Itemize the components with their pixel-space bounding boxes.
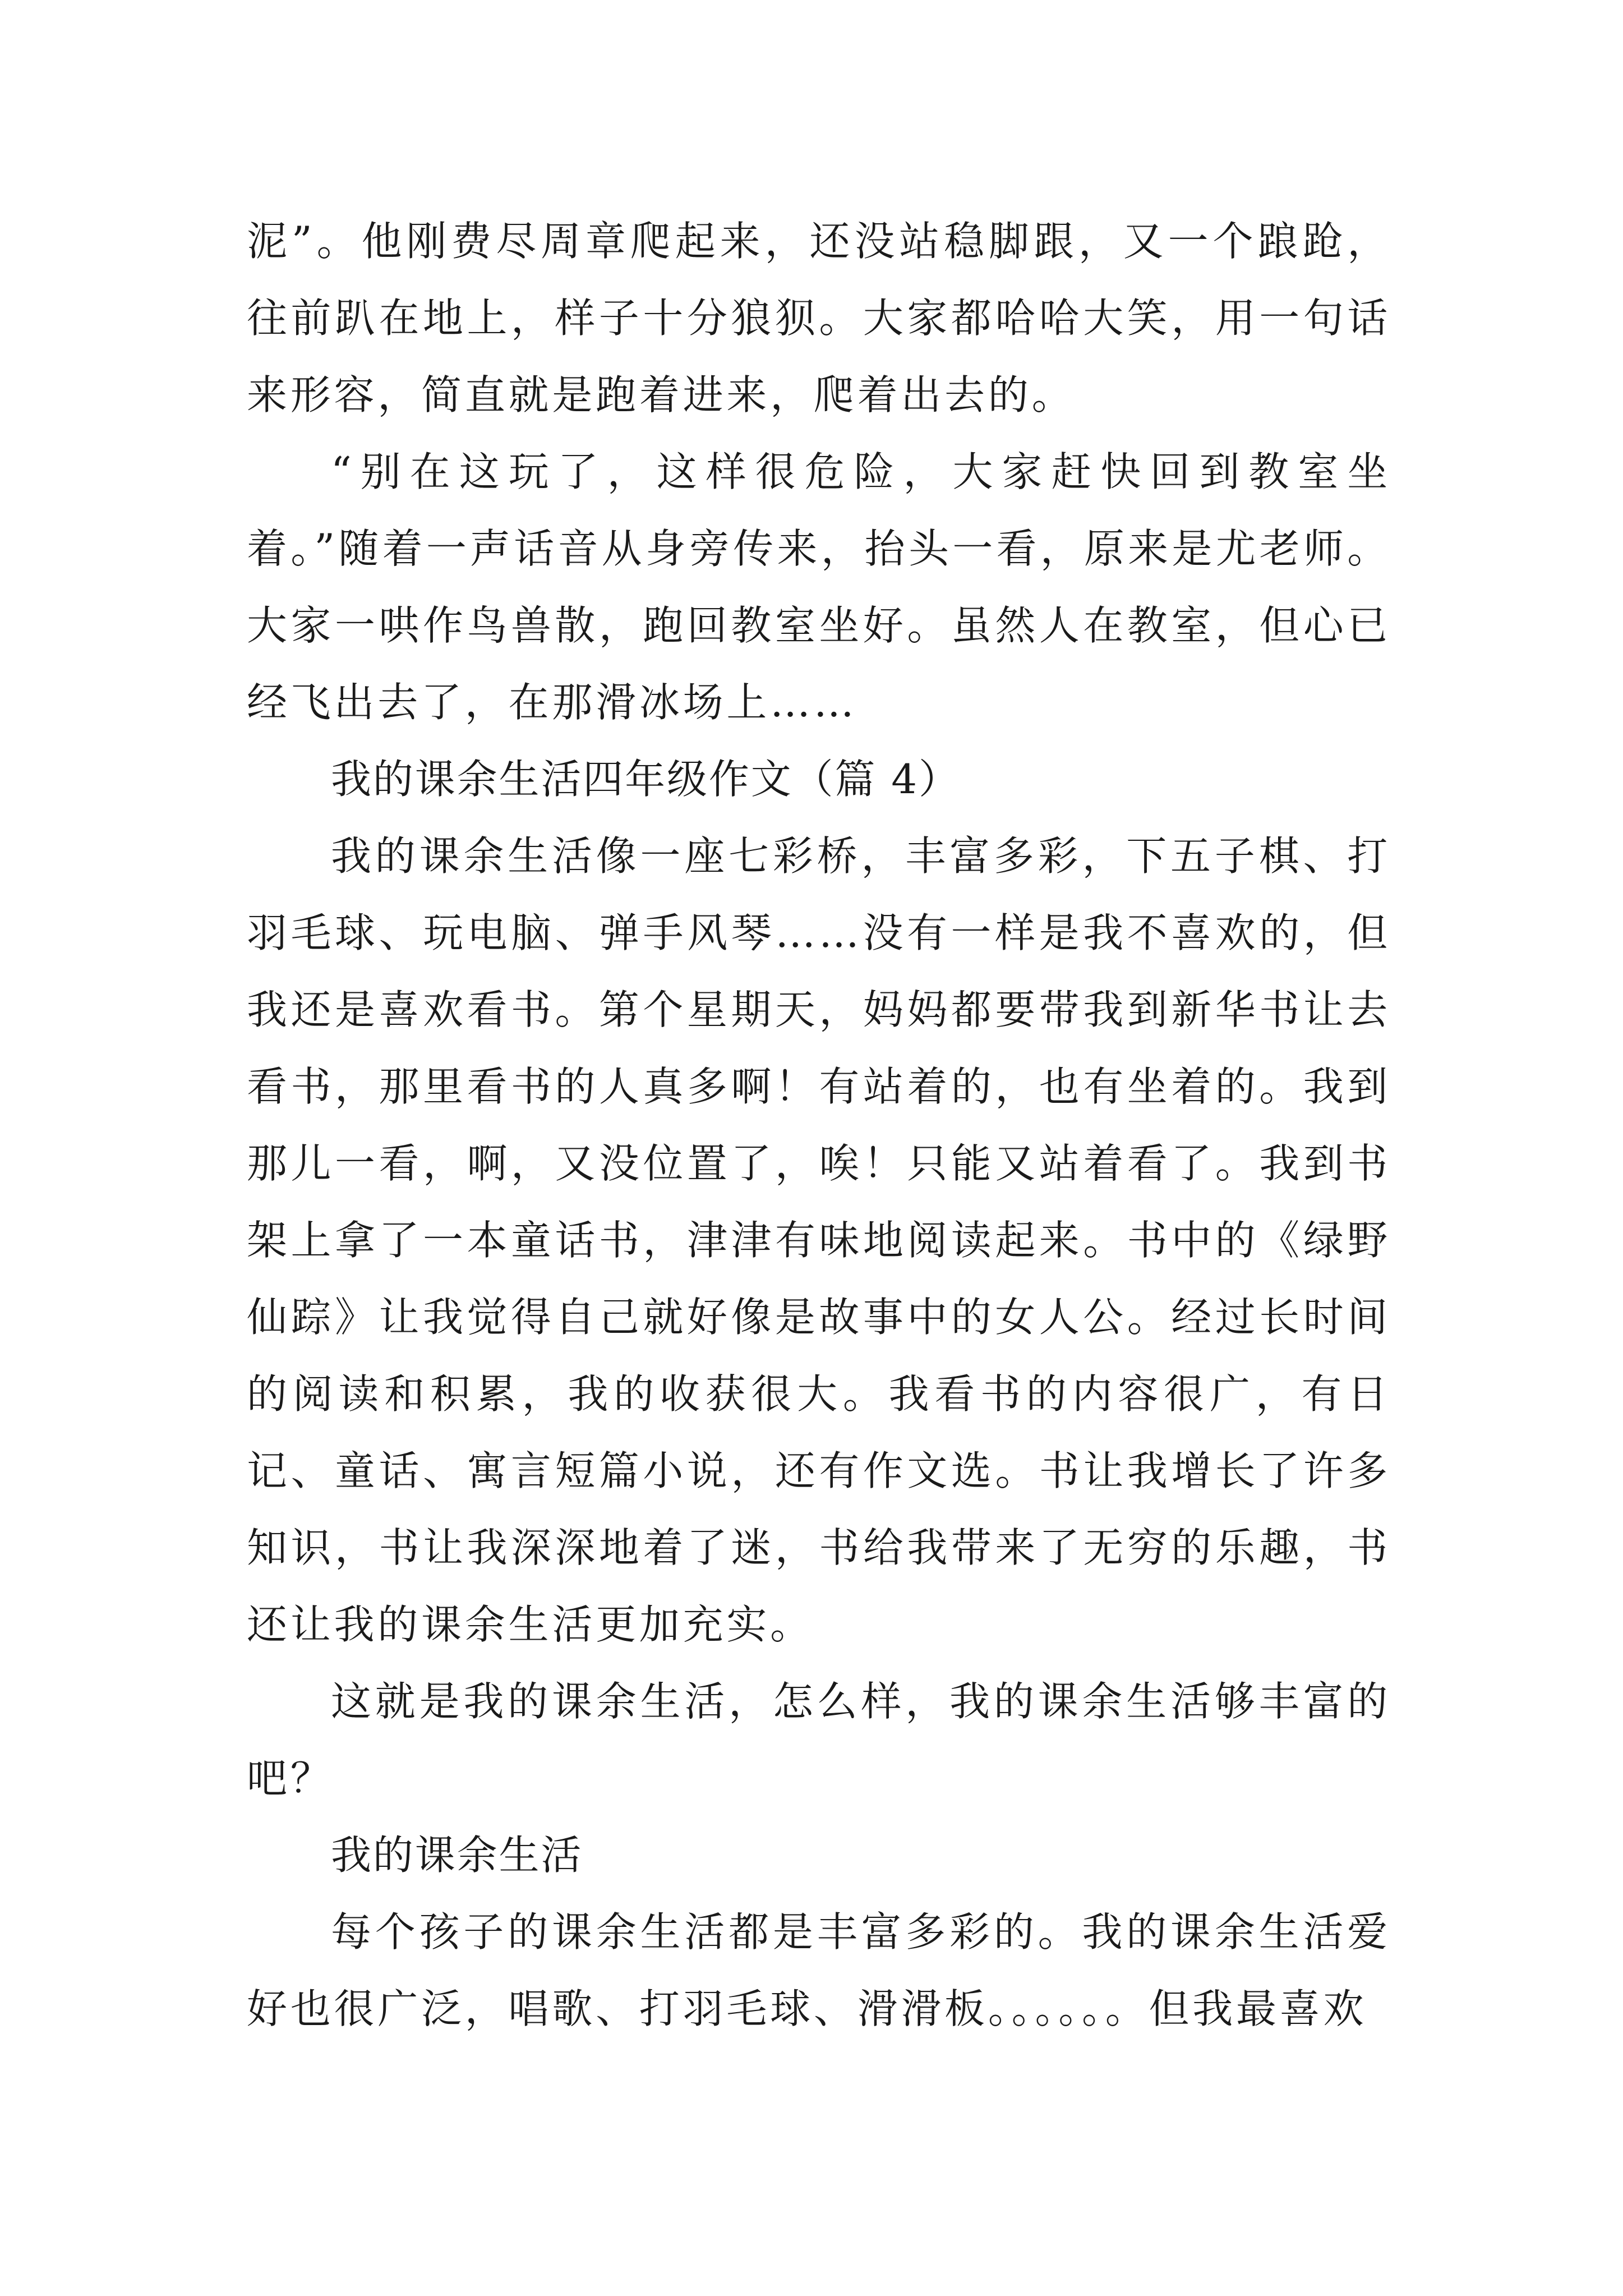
document-body: [247, 203, 1391, 2047]
essay-title-my-after-school-life: 我的课余生活: [331, 1832, 583, 1879]
paragraph-continuation: 泥”。他刚费尽周章爬起来，还没站稳脚跟，又一个踉跄，往前趴在地上，样子十分狼狈。大家都哈哈大笑，用一句话来形容，简直就是跑着进来，爬着出去的。: [247, 218, 1391, 418]
essay-title-part-4: 我的课余生活四年级作文（篇 4）: [331, 756, 961, 803]
paragraph-reading-hobby: 我的课余生活像一座七彩桥，丰富多彩，下五子棋、打羽毛球、玩电脑、弹手风琴……没有一样是我不喜欢的，但我还是喜欢看书。第个星期天，妈妈都要带我到新华书让去看书，那里看书的人真多啊！有站着的，也有坐着的。我到那儿一看，啊，又没位置了，唉！只能又站着看了。我到书架上拿了一本童话书，津津有味地阅读起来。书中的《绿野仙踪》让我觉得自己就好像是故事中的女人公。经过长时间的阅读和积累，我的收获很大。我看书的内容很广，有日记、童话、寓言短篇小说，还有作文选。书让我增长了许多知识，书让我深深地着了迷，书给我带来了无穷的乐趣，书还让我的课余生活更加充实。: [247, 832, 1391, 1648]
paragraph-teacher-warning: “别在这玩了，这样很危险，大家赶快回到教室坐着。”随着一声话音从身旁传来，抬头一看，原来是尤老师。大家一哄作鸟兽散，跑回教室坐好。虽然人在教室，但心已经飞出去了，在那滑冰场上……: [247, 448, 1391, 726]
paragraph-hobbies-intro: 每个孩子的课余生活都是丰富多彩的。我的课余生活爱好也很广泛，唱歌、打羽毛球、滑滑板。。。。。。但我最喜欢: [247, 1908, 1391, 2032]
paragraph-conclusion: 这就是我的课余生活，怎么样，我的课余生活够丰富的吧？: [247, 1678, 1391, 1802]
